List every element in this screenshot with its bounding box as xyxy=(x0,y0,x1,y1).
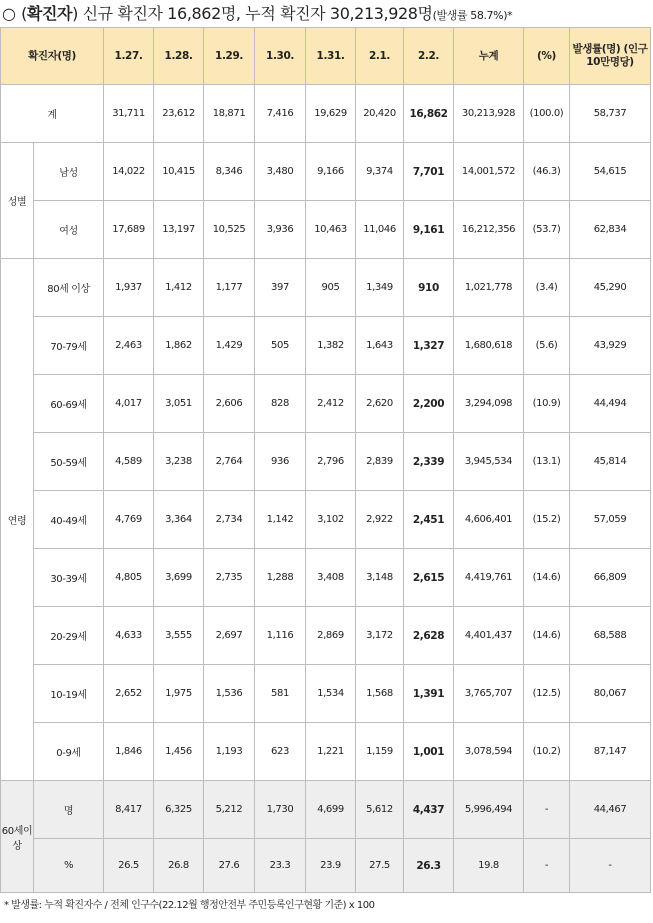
value-cell: 1,159 xyxy=(356,723,404,781)
value-cell: 905 xyxy=(306,259,356,317)
title-open-paren: ( xyxy=(21,4,27,23)
rate-cell: 62,834 xyxy=(570,201,651,259)
percent-cell: (46.3) xyxy=(524,143,570,201)
age-row xyxy=(1,723,651,781)
percent-cell: (14.6) xyxy=(524,607,570,665)
senior-row xyxy=(1,839,651,893)
age-label: 50-59세 xyxy=(34,433,104,491)
value-cell: 17,689 xyxy=(104,201,154,259)
sex-label: 남성 xyxy=(34,143,104,201)
value-cell: 7,701 xyxy=(404,143,454,201)
value-cell: 1,846 xyxy=(104,723,154,781)
age-label: 10-19세 xyxy=(34,665,104,723)
value-cell: 1,349 xyxy=(356,259,404,317)
value-cell: 1,327 xyxy=(404,317,454,375)
percent-cell: (10.2) xyxy=(524,723,570,781)
cumulative-cell: 3,945,534 xyxy=(454,433,524,491)
header-date: 2.1. xyxy=(356,28,404,85)
value-cell: 3,480 xyxy=(255,143,306,201)
value-cell: 1,412 xyxy=(154,259,204,317)
title-text: 신규 확진자 16,862명, 누적 확진자 30,213,928명 xyxy=(77,4,433,23)
value-cell: 936 xyxy=(255,433,306,491)
value-cell: 5,612 xyxy=(356,781,404,839)
value-cell: 3,699 xyxy=(154,549,204,607)
value-cell: 1,730 xyxy=(255,781,306,839)
value-cell: 2,796 xyxy=(306,433,356,491)
value-cell: 1,568 xyxy=(356,665,404,723)
value-cell: 2,412 xyxy=(306,375,356,433)
rate-cell: 68,588 xyxy=(570,607,651,665)
total-row xyxy=(1,85,651,143)
cumulative-cell: 1,680,618 xyxy=(454,317,524,375)
senior-label: 명 xyxy=(34,781,104,839)
value-cell: 8,346 xyxy=(204,143,255,201)
rate-cell: - xyxy=(570,839,651,893)
percent-cell: - xyxy=(524,781,570,839)
header-date: 1.29. xyxy=(204,28,255,85)
sex-row xyxy=(1,201,651,259)
percent-cell: (12.5) xyxy=(524,665,570,723)
cumulative-cell: 14,001,572 xyxy=(454,143,524,201)
cumulative-cell: 3,078,594 xyxy=(454,723,524,781)
value-cell: 1,975 xyxy=(154,665,204,723)
percent-cell: - xyxy=(524,839,570,893)
value-cell: 19,629 xyxy=(306,85,356,143)
cumulative-cell: 19.8 xyxy=(454,839,524,893)
age-row xyxy=(1,665,651,723)
value-cell: 1,116 xyxy=(255,607,306,665)
value-cell: 7,416 xyxy=(255,85,306,143)
age-label: 20-29세 xyxy=(34,607,104,665)
percent-cell: (10.9) xyxy=(524,375,570,433)
age-row xyxy=(1,259,651,317)
value-cell: 3,555 xyxy=(154,607,204,665)
value-cell: 910 xyxy=(404,259,454,317)
value-cell: 5,212 xyxy=(204,781,255,839)
rate-cell: 45,814 xyxy=(570,433,651,491)
age-label: 70-79세 xyxy=(34,317,104,375)
value-cell: 3,936 xyxy=(255,201,306,259)
value-cell: 9,374 xyxy=(356,143,404,201)
value-cell: 4,437 xyxy=(404,781,454,839)
value-cell: 23.9 xyxy=(306,839,356,893)
senior-group-label: 60세이상 xyxy=(1,781,34,893)
header-date: 1.27. xyxy=(104,28,154,85)
sex-group-label: 성별 xyxy=(1,143,34,259)
senior-row xyxy=(1,781,651,839)
age-label: 0-9세 xyxy=(34,723,104,781)
value-cell: 11,046 xyxy=(356,201,404,259)
value-cell: 6,325 xyxy=(154,781,204,839)
value-cell: 2,869 xyxy=(306,607,356,665)
value-cell: 3,102 xyxy=(306,491,356,549)
age-label: 60-69세 xyxy=(34,375,104,433)
value-cell: 3,408 xyxy=(306,549,356,607)
value-cell: 828 xyxy=(255,375,306,433)
age-label: 80세 이상 xyxy=(34,259,104,317)
age-label: 40-49세 xyxy=(34,491,104,549)
cumulative-cell: 4,606,401 xyxy=(454,491,524,549)
value-cell: 8,417 xyxy=(104,781,154,839)
percent-cell: (13.1) xyxy=(524,433,570,491)
percent-cell: (100.0) xyxy=(524,85,570,143)
value-cell: 14,022 xyxy=(104,143,154,201)
value-cell: 4,699 xyxy=(306,781,356,839)
value-cell: 4,805 xyxy=(104,549,154,607)
cumulative-cell: 5,996,494 xyxy=(454,781,524,839)
value-cell: 2,734 xyxy=(204,491,255,549)
cases-table xyxy=(0,27,651,893)
rate-cell: 44,494 xyxy=(570,375,651,433)
cumulative-cell: 3,765,707 xyxy=(454,665,524,723)
value-cell: 31,711 xyxy=(104,85,154,143)
value-cell: 9,166 xyxy=(306,143,356,201)
value-cell: 1,288 xyxy=(255,549,306,607)
header-cases: 확진자(명) xyxy=(1,28,104,85)
page-title xyxy=(2,1,512,25)
circle-bullet-icon: ○ xyxy=(2,4,16,23)
total-label: 계 xyxy=(1,85,104,143)
percent-cell: (5.6) xyxy=(524,317,570,375)
value-cell: 2,839 xyxy=(356,433,404,491)
value-cell: 3,051 xyxy=(154,375,204,433)
rate-cell: 57,059 xyxy=(570,491,651,549)
rate-cell: 58,737 xyxy=(570,85,651,143)
value-cell: 26.5 xyxy=(104,839,154,893)
age-row xyxy=(1,375,651,433)
title-close-paren: ) xyxy=(72,4,78,23)
value-cell: 2,652 xyxy=(104,665,154,723)
value-cell: 1,937 xyxy=(104,259,154,317)
value-cell: 23,612 xyxy=(154,85,204,143)
value-cell: 1,643 xyxy=(356,317,404,375)
value-cell: 2,451 xyxy=(404,491,454,549)
percent-cell: (3.4) xyxy=(524,259,570,317)
value-cell: 1,391 xyxy=(404,665,454,723)
value-cell: 4,017 xyxy=(104,375,154,433)
value-cell: 9,161 xyxy=(404,201,454,259)
value-cell: 23.3 xyxy=(255,839,306,893)
value-cell: 505 xyxy=(255,317,306,375)
value-cell: 1,142 xyxy=(255,491,306,549)
value-cell: 2,735 xyxy=(204,549,255,607)
senior-label: % xyxy=(34,839,104,893)
rate-cell: 54,615 xyxy=(570,143,651,201)
rate-cell: 43,929 xyxy=(570,317,651,375)
title-rate: (발생률 58.7%)* xyxy=(432,9,513,22)
value-cell: 2,922 xyxy=(356,491,404,549)
value-cell: 1,536 xyxy=(204,665,255,723)
value-cell: 623 xyxy=(255,723,306,781)
header-date: 1.28. xyxy=(154,28,204,85)
rate-cell: 44,467 xyxy=(570,781,651,839)
sex-label: 여성 xyxy=(34,201,104,259)
percent-cell: (14.6) xyxy=(524,549,570,607)
cumulative-cell: 4,419,761 xyxy=(454,549,524,607)
value-cell: 1,862 xyxy=(154,317,204,375)
rate-cell: 66,809 xyxy=(570,549,651,607)
value-cell: 2,606 xyxy=(204,375,255,433)
age-label: 30-39세 xyxy=(34,549,104,607)
value-cell: 10,463 xyxy=(306,201,356,259)
value-cell: 26.3 xyxy=(404,839,454,893)
rate-cell: 45,290 xyxy=(570,259,651,317)
value-cell: 1,382 xyxy=(306,317,356,375)
value-cell: 2,463 xyxy=(104,317,154,375)
value-cell: 1,177 xyxy=(204,259,255,317)
value-cell: 4,633 xyxy=(104,607,154,665)
value-cell: 2,339 xyxy=(404,433,454,491)
cumulative-cell: 3,294,098 xyxy=(454,375,524,433)
value-cell: 2,615 xyxy=(404,549,454,607)
age-row xyxy=(1,433,651,491)
value-cell: 1,456 xyxy=(154,723,204,781)
value-cell: 2,200 xyxy=(404,375,454,433)
value-cell: 1,221 xyxy=(306,723,356,781)
cumulative-cell: 4,401,437 xyxy=(454,607,524,665)
age-row xyxy=(1,317,651,375)
cumulative-cell: 30,213,928 xyxy=(454,85,524,143)
rate-cell: 87,147 xyxy=(570,723,651,781)
value-cell: 27.5 xyxy=(356,839,404,893)
header-date: 1.31. xyxy=(306,28,356,85)
header-rate: 발생률(명) (인구 10만명당) xyxy=(570,28,651,85)
value-cell: 1,429 xyxy=(204,317,255,375)
value-cell: 2,697 xyxy=(204,607,255,665)
value-cell: 3,172 xyxy=(356,607,404,665)
rate-cell: 80,067 xyxy=(570,665,651,723)
value-cell: 1,534 xyxy=(306,665,356,723)
value-cell: 27.6 xyxy=(204,839,255,893)
value-cell: 4,589 xyxy=(104,433,154,491)
percent-cell: (15.2) xyxy=(524,491,570,549)
value-cell: 397 xyxy=(255,259,306,317)
value-cell: 2,628 xyxy=(404,607,454,665)
sex-row xyxy=(1,143,651,201)
value-cell: 4,769 xyxy=(104,491,154,549)
value-cell: 26.8 xyxy=(154,839,204,893)
cumulative-cell: 1,021,778 xyxy=(454,259,524,317)
footnote: * 발생률: 누적 확진자수 / 전체 인구수(22.12월 행정안전부 주민등록인구현황 기준) x 100 xyxy=(4,900,375,911)
percent-cell: (53.7) xyxy=(524,201,570,259)
value-cell: 3,238 xyxy=(154,433,204,491)
header-cumulative: 누계 xyxy=(454,28,524,85)
value-cell: 10,525 xyxy=(204,201,255,259)
age-row xyxy=(1,491,651,549)
cumulative-cell: 16,212,356 xyxy=(454,201,524,259)
age-row xyxy=(1,607,651,665)
value-cell: 13,197 xyxy=(154,201,204,259)
value-cell: 10,415 xyxy=(154,143,204,201)
value-cell: 2,764 xyxy=(204,433,255,491)
age-group-label: 연령 xyxy=(1,259,34,781)
value-cell: 3,148 xyxy=(356,549,404,607)
age-row xyxy=(1,549,651,607)
value-cell: 16,862 xyxy=(404,85,454,143)
value-cell: 2,620 xyxy=(356,375,404,433)
header-row xyxy=(1,28,651,85)
value-cell: 18,871 xyxy=(204,85,255,143)
header-percent: (%) xyxy=(524,28,570,85)
value-cell: 20,420 xyxy=(356,85,404,143)
value-cell: 1,001 xyxy=(404,723,454,781)
title-heading: 확진자 xyxy=(26,4,73,23)
value-cell: 581 xyxy=(255,665,306,723)
value-cell: 1,193 xyxy=(204,723,255,781)
header-date: 1.30. xyxy=(255,28,306,85)
value-cell: 3,364 xyxy=(154,491,204,549)
header-date: 2.2. xyxy=(404,28,454,85)
